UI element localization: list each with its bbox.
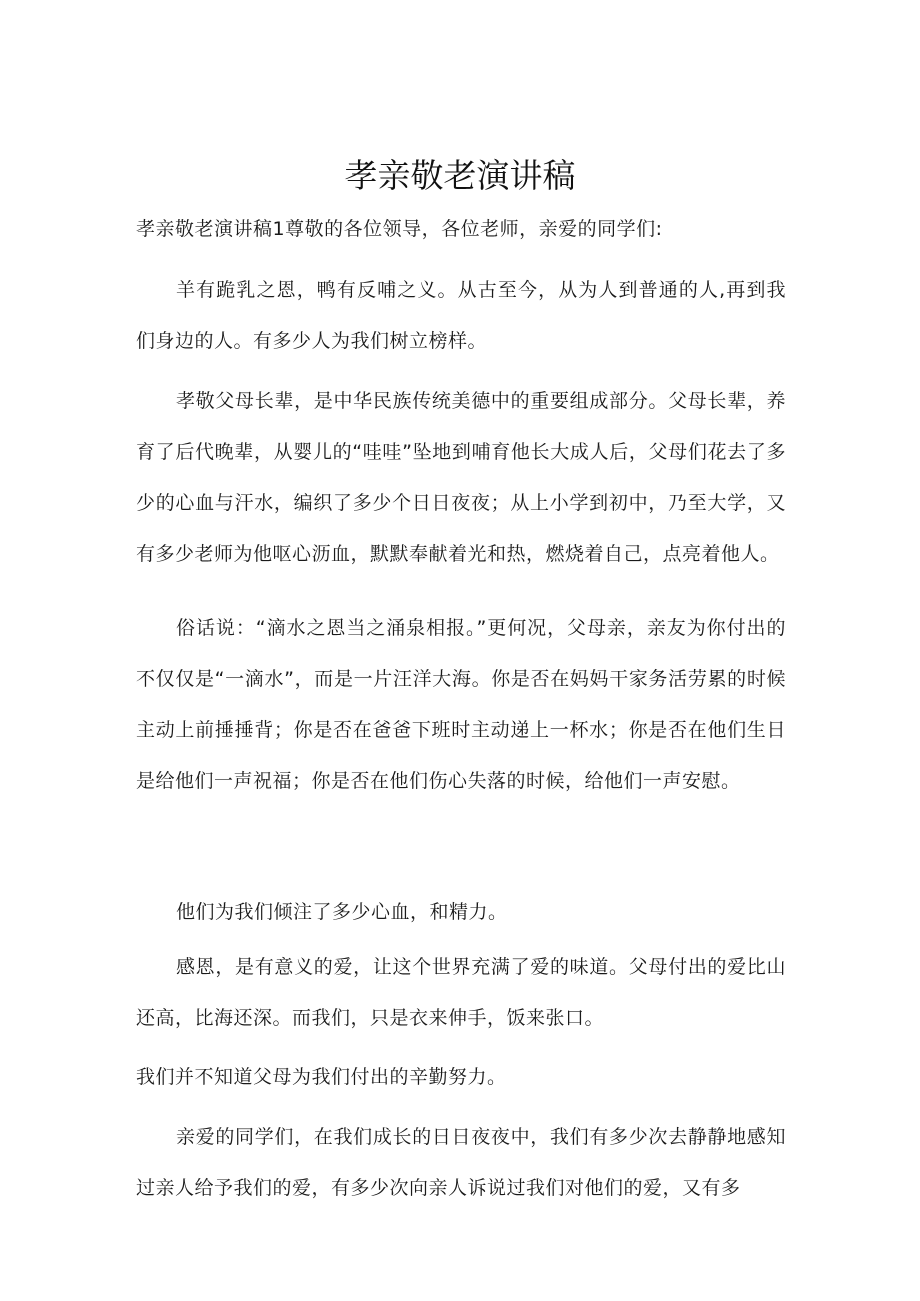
paragraph-intro: 孝亲敬老演讲稿1尊敬的各位领导，各位老师，亲爱的同学们: (136, 218, 663, 240)
document-title: 孝亲敬老演讲稿 (344, 156, 576, 195)
paragraph-classmates: 亲爱的同学们，在我们成长的日日夜夜中，我们有多少次去静静地感知过亲人给予我们的爱，有多少次向亲人诉说过我们对他们的爱，又有多 (136, 1126, 786, 1199)
paragraph-lamb-crow: 羊有跪乳之恩，鸭有反哺之义。从古至今，从为人到普通的人,再到我们身边的人。有多少人为我们树立榜样。 (136, 279, 786, 352)
paragraph-devotion: 他们为我们倾注了多少心血，和精力。 (176, 901, 508, 923)
paragraph-saying: 俗话说：“滴水之恩当之涌泉相报。”更何况，父母亲，亲友为你付出的不仅仅是“一滴水”，而是一片汪洋大海。你是否在妈妈干家务活劳累的时候主动上前捶捶背；你是否在爸爸下班时主动递上一杯水；你是否在他们生日是给他们一声祝福；你是否在他们伤心失落的时候，给他们一声安慰。 (136, 617, 786, 792)
paragraph-unaware: 我们并不知道父母为我们付出的辛勤努力。 (136, 1066, 507, 1088)
paragraph-filial-piety: 孝敬父母长辈，是中华民族传统美德中的重要组成部分。父母长辈，养育了后代晚辈，从婴儿的“哇哇”坠地到哺育他长大成人后，父母们花去了多少的心血与汗水，编织了多少个日日夜夜；从上小学到初中，乃至大学，又有多少老师为他呕心沥血，默默奉献着光和热，燃烧着自己，点亮着他人。 (136, 390, 786, 565)
paragraph-gratitude: 感恩，是有意义的爱，让这个世界充满了爱的味道。父母付出的爱比山还高，比海还深。而我们，只是衣来伸手，饭来张口。 (136, 956, 786, 1029)
